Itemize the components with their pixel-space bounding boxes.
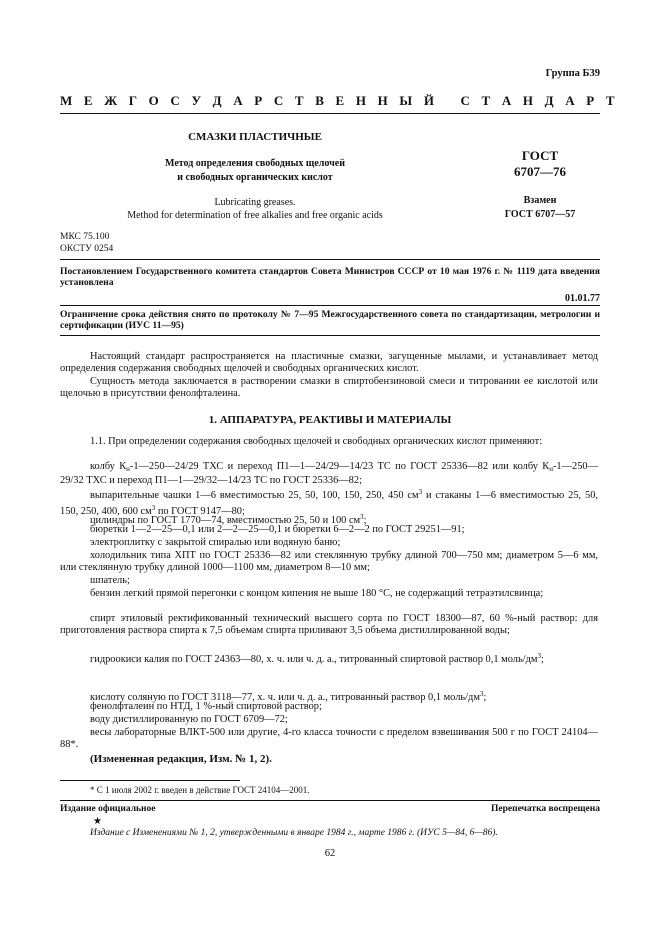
banner-text: М Е Ж Г О С У Д А Р С Т В Е Н Н Ы Й С Т А Н Д А Р Т (60, 93, 619, 108)
limitation-text: Ограничение срока действия снято по протоколу № 7—95 Межгосударственного совета по стандартизации, метрологии и сертификации (ИУС 11—95) (60, 309, 600, 332)
section-1-heading: 1. АППАРАТУРА, РЕАКТИВЫ И МАТЕРИАЛЫ (208, 414, 452, 426)
title-en-2: Method for determination of free alkalies and free organic acids (127, 210, 383, 221)
item-scales: весы лабораторные ВЛКТ-500 или другие, 4-го класса точности с пределом взвешивания 500 г по ГОСТ 24104—88*. (60, 727, 598, 751)
section-1-intro: 1.1. При определении содержания свободных щелочей и свободных органических кислот применяют: (90, 436, 543, 447)
revision-note: (Измененная редакция, Изм. № 1, 2). (90, 753, 272, 765)
code-mks: МКС 75.100 (60, 232, 110, 242)
edition-note: Издание с Изменениями № 1, 2, утвержденными в январе 1984 г., марте 1986 г. (ИУС 5—84, 6—86). (90, 828, 498, 838)
limitation-rule (60, 335, 600, 336)
star-icon: ★ (93, 816, 102, 827)
intro-paragraph-2: Сущность метода заключается в растворении смазки в спиртобензиновой смеси и титровании ее кислотой или щелочью в присутствии фенолфталеина. (60, 376, 598, 400)
decree-date: 01.01.77 (565, 293, 600, 304)
item-petrol: бензин легкий прямой перегонки с концом кипения не выше 180 °С, не содержащий тетраэтилсвинца; (90, 588, 544, 599)
item-stove: электроплитку с закрытой спиралью или водяную баню; (90, 537, 341, 548)
title-method-1: Метод определения свободных щелочей (165, 158, 345, 169)
header-rule (60, 113, 600, 114)
item-cups: выпарительные чашки 1—6 вместимостью 25, 50, 100, 150, 250, 450 $см^3$ и стаканы 1—6 вместимостью 25, 50, 150, 250, 400, 600 $см^3$ по ГОСТ 9147—80; (60, 488, 598, 518)
group-label: Группа Б39 (545, 68, 600, 79)
reprint-notice: Перепечатка воспрещена (490, 804, 600, 814)
item-flask: колбу $К_н-1—250—24/29$ ТХС и переход П1—1—24/29—14/23 ТС по ГОСТ 25336—82 или колбу $К_н-1—250—29/32$ ТХС и переход П1—1—29/32—14/23 ТС по ГОСТ 25336—82; (60, 461, 598, 487)
item-koh: гидроокиси калия по ГОСТ 24363—80, х. ч. или ч. д. а., титрованный спиртовой раствор 0,1 моль/$дм^3$; (90, 652, 544, 665)
item-spatula: шпатель; (90, 575, 130, 586)
standard-banner (60, 93, 619, 109)
intro-paragraph-1: Настоящий стандарт распространяется на пластичные смазки, загущенные мылами, и устанавливает метод определения содержания свободных щелочей и свободных органических кислот. (60, 351, 598, 375)
item-cylinders: цилиндры по ГОСТ 1770—74, вместимостью 25, 50 и 100 $см^3$; (90, 513, 367, 526)
official-edition: Издание официальное (60, 804, 156, 814)
code-okstu: ОКСТУ 0254 (60, 244, 114, 254)
item-burettes: бюретки 1—2—25—0,1 или 2—2—25—0,1 и бюретки 6—2—2 по ГОСТ 29251—91; (90, 524, 465, 535)
item-spirit: спирт этиловый ректификованный технический высшего сорта по ГОСТ 18300—87, 60 %-ный раствор: для приготовления раствора спирта к 7,5 объемам спирта приливают 3,5 объема дистиллированной воды; (60, 613, 598, 637)
decree-rule (60, 305, 600, 306)
title-method-2: и свободных органических кислот (177, 172, 333, 183)
decree-text: Постановлением Государственного комитета стандартов Совета Министров СССР от 10 мая 1976 г. № 1119 дата введения установлена (60, 266, 600, 289)
replaces-value: ГОСТ 6707—57 (504, 209, 576, 220)
footnote: * С 1 июля 2002 г. введен в действие ГОСТ 24104—2001. (90, 785, 310, 795)
title-en-1: Lubricating greases. (214, 197, 296, 208)
title-rule (60, 259, 600, 260)
gost-label: ГОСТ (521, 148, 559, 163)
item-hcl: кислоту соляную по ГОСТ 3118—77, х. ч. или ч. д. а., титрованный раствор 0,1 моль/$дм^3$; (90, 690, 487, 703)
title-main: СМАЗКИ ПЛАСТИЧНЫЕ (188, 131, 322, 143)
footer-rule (60, 800, 600, 801)
page-number: 62 (324, 848, 336, 859)
item-water: воду дистиллированную по ГОСТ 6709—72; (90, 714, 288, 725)
replaces-label: Взамен (523, 195, 557, 206)
item-cooler: холодильник типа ХПТ по ГОСТ 25336—82 или стеклянную трубку длиной 700—750 мм; диаметром 5—6 мм, или стеклянную трубку длиной 1000—1100 мм, диаметром 8—10 мм; (60, 550, 598, 574)
footnote-rule (60, 780, 240, 781)
gost-number: 6707—76 (514, 164, 566, 179)
item-phenol: фенолфталеин по НТД, 1 %-ный спиртовой раствор; (90, 701, 322, 712)
